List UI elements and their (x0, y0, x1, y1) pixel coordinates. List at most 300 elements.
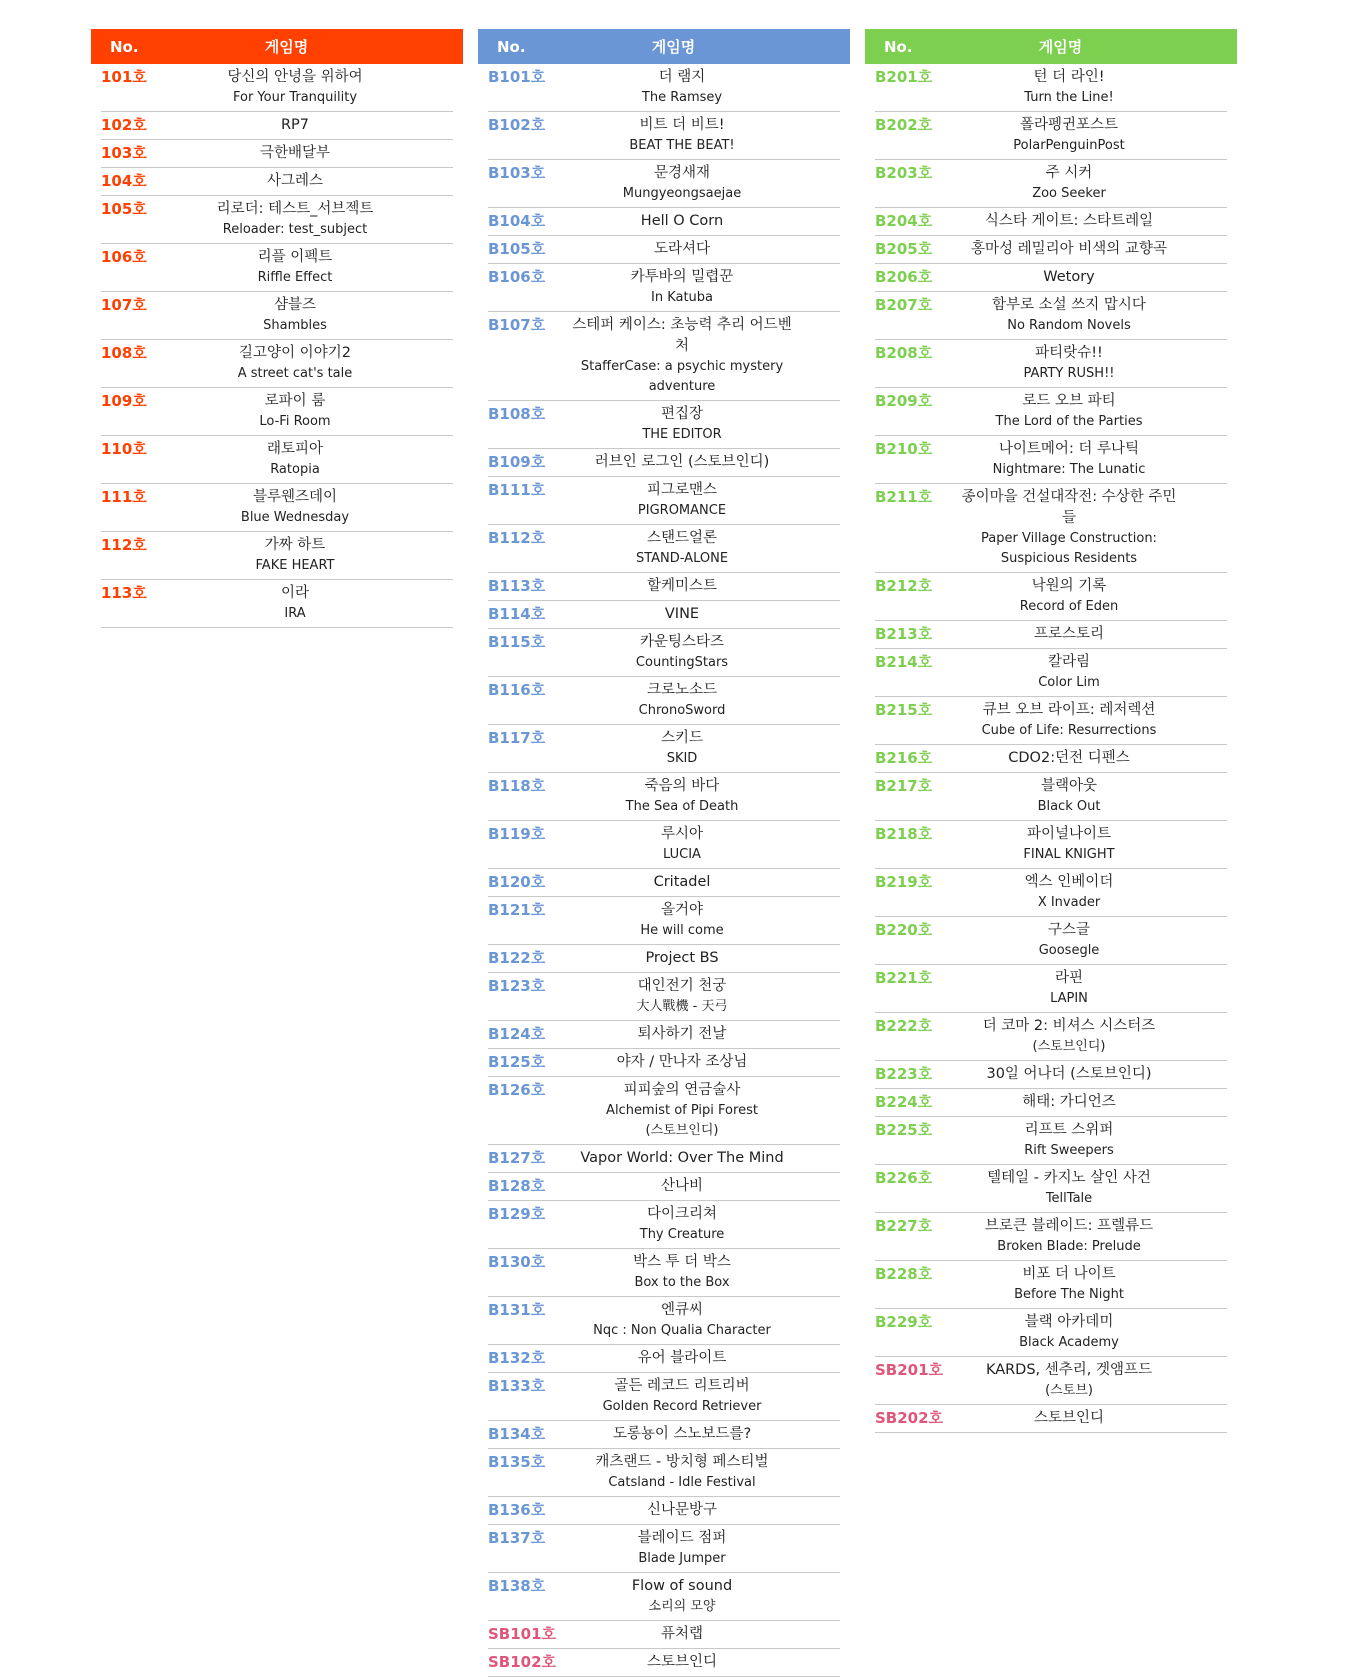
game-title-korean: 블랙 아카데미 (1024, 1314, 1114, 1330)
room-number: B216호 (875, 749, 933, 767)
game-title (955, 576, 1227, 617)
table-row (488, 1173, 840, 1201)
table-row (488, 573, 840, 601)
game-title-english: (스토브) (1045, 1383, 1093, 1398)
room-number: 108호 (101, 344, 147, 362)
game-title (568, 315, 840, 397)
table-row (875, 1405, 1227, 1433)
game-title-english: The Sea of Death (625, 799, 739, 814)
game-title-english: A street cat's tale (237, 366, 353, 381)
game-title-english: PIGROMANCE (637, 503, 727, 518)
game-title-korean: 극한배달부 (259, 145, 331, 161)
room-number: B220호 (875, 921, 933, 939)
room-number: B227호 (875, 1217, 933, 1235)
room-number: B209호 (875, 392, 933, 410)
game-title-korean: 대인전기 천궁 (637, 978, 727, 994)
room-number: SB102호 (488, 1653, 557, 1671)
game-title-english: Catsland - Idle Festival (608, 1475, 756, 1490)
game-title (568, 1148, 840, 1169)
game-title-english: 소리의 모양 (648, 1599, 716, 1614)
game-title-korean: 신나문방구 (646, 1502, 718, 1518)
game-title-english: TellTale (1045, 1191, 1093, 1206)
header-no: No. (497, 37, 526, 56)
table-row (488, 208, 840, 236)
game-title-english: Reloader: test_subject (222, 222, 368, 237)
table-row (488, 160, 840, 208)
game-title-korean: 유어 블라이트 (637, 1350, 727, 1366)
room-number: B117호 (488, 729, 546, 747)
game-title (568, 632, 840, 673)
game-title (955, 748, 1227, 769)
table-row (101, 112, 453, 140)
room-number: B128호 (488, 1177, 546, 1195)
table-row (488, 1421, 840, 1449)
table-row (488, 945, 840, 973)
table-row (875, 1309, 1227, 1357)
game-title-english: Nqc : Non Qualia Character (593, 1323, 771, 1338)
game-title-english: Zoo Seeker (1032, 186, 1106, 201)
game-title-english: Thy Creature (639, 1227, 725, 1242)
table-row (875, 573, 1227, 621)
room-number: B127호 (488, 1149, 546, 1167)
table-row (101, 244, 453, 292)
game-title-korean: 리프트 스위퍼 (1024, 1122, 1114, 1138)
game-title-korean: 파이널나이트 (1026, 826, 1112, 842)
game-title (955, 1264, 1227, 1305)
table-row (101, 436, 453, 484)
room-number: B116호 (488, 681, 546, 699)
game-title-korean: 턴 더 라인! (1033, 69, 1105, 85)
game-title (568, 1348, 840, 1369)
table-row (875, 340, 1227, 388)
room-number: B218호 (875, 825, 933, 843)
room-number: B138호 (488, 1577, 546, 1595)
game-title (181, 343, 453, 384)
game-title (568, 115, 840, 156)
game-title-korean: RP7 (280, 117, 310, 133)
game-title (568, 1300, 840, 1341)
table-row (101, 580, 453, 628)
room-number: B206호 (875, 268, 933, 286)
table-row (488, 1297, 840, 1345)
game-title-korean: 큐브 오브 라이프: 레저렉션 (982, 702, 1156, 718)
game-title-english: Nightmare: The Lunatic (992, 462, 1146, 477)
game-title-english: PolarPenguinPost (1013, 138, 1125, 153)
game-title (568, 452, 840, 473)
game-title-english: SKID (666, 751, 698, 766)
room-number: B113호 (488, 577, 546, 595)
game-title-korean: Vapor World: Over The Mind (580, 1150, 784, 1166)
game-title-english: Broken Blade: Prelude (997, 1239, 1141, 1254)
room-number: B224호 (875, 1093, 933, 1111)
room-number: B121호 (488, 901, 546, 919)
game-title-english: Record of Eden (1019, 599, 1119, 614)
table-row (875, 821, 1227, 869)
game-title-korean: 낙원의 기록 (1031, 578, 1107, 594)
table-row (488, 1449, 840, 1497)
game-title (955, 211, 1227, 232)
column-2 (478, 29, 850, 1677)
game-title-english: PARTY RUSH!! (1023, 366, 1115, 381)
table-row (101, 140, 453, 168)
game-title-korean: 이라 (280, 585, 309, 601)
game-title-english: LAPIN (1050, 991, 1088, 1006)
game-title (568, 976, 840, 1017)
game-title (955, 1360, 1227, 1401)
game-title-korean: 스탠드얼론 (646, 530, 718, 546)
game-title (955, 115, 1227, 156)
game-title-english: BEAT THE BEAT! (629, 138, 735, 153)
table-row (875, 1089, 1227, 1117)
game-title-korean: 사그레스 (266, 173, 324, 189)
table-row (488, 1249, 840, 1297)
column-2-header (478, 29, 850, 64)
table-row (875, 697, 1227, 745)
game-title-extra: Suspicious Residents (1000, 551, 1138, 566)
game-title (568, 776, 840, 817)
game-title (181, 247, 453, 288)
room-number: B212호 (875, 577, 933, 595)
game-title (181, 391, 453, 432)
game-title (955, 1312, 1227, 1353)
room-number: 112호 (101, 536, 147, 554)
game-title-korean: 종이마을 건설대작전: 수상한 주민들 (961, 489, 1177, 526)
table-row (875, 160, 1227, 208)
room-number: 102호 (101, 116, 147, 134)
game-title (568, 1204, 840, 1245)
game-title (181, 115, 453, 136)
room-number: B214호 (875, 653, 933, 671)
room-number: 106호 (101, 248, 147, 266)
room-number: B119호 (488, 825, 546, 843)
room-number: B204호 (875, 212, 933, 230)
game-title (568, 576, 840, 597)
game-title (568, 1452, 840, 1493)
room-number: B109호 (488, 453, 546, 471)
game-title-korean: 블루웬즈데이 (252, 489, 338, 505)
game-title-korean: Flow of sound (631, 1578, 733, 1594)
game-title (955, 391, 1227, 432)
column-1-rows (101, 64, 453, 628)
column-3 (865, 29, 1237, 1433)
game-title (568, 267, 840, 308)
game-title-english: CountingStars (635, 655, 729, 670)
game-title (568, 948, 840, 969)
game-title-english: FINAL KNIGHT (1023, 847, 1115, 862)
game-title-korean: 도롱뇽이 스노보드를? (612, 1426, 752, 1442)
game-title-korean: 브로큰 블레이드: 프렐류드 (984, 1218, 1154, 1234)
game-title-english: StafferCase: a psychic mystery adventure (580, 359, 784, 394)
game-title-english: Blade Jumper (638, 1551, 726, 1566)
game-title (568, 67, 840, 108)
table-row (101, 196, 453, 244)
game-title-korean: 스키드 (660, 730, 704, 746)
room-number: B129호 (488, 1205, 546, 1223)
room-number: B130호 (488, 1253, 546, 1271)
table-row (488, 236, 840, 264)
table-row (488, 1021, 840, 1049)
game-title-korean: 주 시커 (1045, 165, 1093, 181)
game-title-english: Paper Village Construction: (981, 531, 1157, 546)
column-3-rows (875, 64, 1227, 1433)
room-number: 109호 (101, 392, 147, 410)
game-title-korean: 다이크리쳐 (646, 1206, 718, 1222)
table-row (875, 869, 1227, 917)
table-row (488, 897, 840, 945)
table-row (875, 64, 1227, 112)
room-number: B104호 (488, 212, 546, 230)
table-row (101, 532, 453, 580)
game-title (955, 1216, 1227, 1257)
game-title-korean: 블랙아웃 (1040, 778, 1098, 794)
game-title (955, 824, 1227, 865)
table-row (488, 1573, 840, 1621)
room-number: SB201호 (875, 1361, 944, 1379)
room-number: B203호 (875, 164, 933, 182)
header-game-name: 게임명 (1038, 38, 1083, 56)
header-no: No. (110, 37, 139, 56)
game-title (568, 1624, 840, 1645)
table-row (875, 1061, 1227, 1089)
game-title-english: THE EDITOR (642, 427, 722, 442)
table-row (488, 1621, 840, 1649)
room-number: B211호 (875, 488, 933, 506)
game-title (955, 920, 1227, 961)
room-number: B103호 (488, 164, 546, 182)
table-row (875, 208, 1227, 236)
game-title (181, 535, 453, 576)
table-row (101, 168, 453, 196)
game-title-korean: KARDS, 센추리, 겟앰프드 (985, 1362, 1153, 1378)
game-title-korean: 홍마성 레밀리아 비색의 교향곡 (971, 241, 1167, 257)
table-row (875, 484, 1227, 573)
game-title (568, 239, 840, 260)
game-title-korean: 더 램지 (658, 69, 706, 85)
game-title (181, 295, 453, 336)
table-row (488, 401, 840, 449)
game-title-korean: 더 코마 2: 비셔스 시스터즈 (982, 1018, 1156, 1034)
game-title-english: No Random Novels (1007, 318, 1131, 333)
game-title-korean: 당신의 안녕을 위하여 (227, 69, 363, 85)
game-title (568, 211, 840, 232)
room-number: B124호 (488, 1025, 546, 1043)
room-number: B107호 (488, 316, 546, 334)
game-title-korean: Wetory (1043, 269, 1095, 285)
game-title (568, 1424, 840, 1445)
table-row (875, 621, 1227, 649)
game-title (181, 199, 453, 240)
game-title (568, 1576, 840, 1617)
room-number: B210호 (875, 440, 933, 458)
game-title-korean: Critadel (653, 874, 711, 890)
game-title-english: Mungyeongsaejae (622, 186, 742, 201)
game-title-english: Box to the Box (634, 1275, 730, 1290)
room-number: B207호 (875, 296, 933, 314)
game-title-english: The Lord of the Parties (995, 414, 1143, 429)
table-row (875, 649, 1227, 697)
table-row (488, 264, 840, 312)
game-title-korean: 식스타 게이트: 스타트레일 (984, 213, 1154, 229)
room-number: B213호 (875, 625, 933, 643)
game-title-english: FAKE HEART (255, 558, 335, 573)
table-row (488, 1525, 840, 1573)
game-title (568, 872, 840, 893)
room-number: B217호 (875, 777, 933, 795)
game-title-english: Riffle Effect (257, 270, 333, 285)
game-title-korean: 편집장 (660, 406, 704, 422)
room-number: B106호 (488, 268, 546, 286)
table-row (875, 1213, 1227, 1261)
game-title-english: Blue Wednesday (240, 510, 350, 525)
table-row (875, 236, 1227, 264)
table-row (488, 477, 840, 525)
game-title (568, 1500, 840, 1521)
room-number: B223호 (875, 1065, 933, 1083)
game-title-korean: 30일 어나더 (스토브인디) (986, 1066, 1152, 1082)
table-row (488, 312, 840, 401)
game-title-korean: Project BS (645, 950, 719, 966)
table-row (875, 1357, 1227, 1405)
game-title-korean: Hell O Corn (640, 213, 724, 229)
game-title-korean: 나이트메어: 더 루나틱 (998, 441, 1140, 457)
room-number: B226호 (875, 1169, 933, 1187)
table-row (101, 388, 453, 436)
header-no: No. (884, 37, 913, 56)
room-number: 113호 (101, 584, 147, 602)
game-title-korean: 길고양이 이야기2 (239, 345, 351, 361)
game-title-korean: 라핀 (1054, 970, 1083, 986)
room-number: B134호 (488, 1425, 546, 1443)
table-row (488, 1345, 840, 1373)
game-title-korean: 골든 레코드 리트리버 (614, 1378, 750, 1394)
table-row (101, 64, 453, 112)
table-row (101, 340, 453, 388)
room-number: B112호 (488, 529, 546, 547)
game-title-korean: 구스글 (1047, 922, 1091, 938)
table-row (875, 112, 1227, 160)
room-number: B201호 (875, 68, 933, 86)
room-number: B215호 (875, 701, 933, 719)
game-title (955, 776, 1227, 817)
table-row (875, 1165, 1227, 1213)
table-row (875, 773, 1227, 821)
table-row (875, 264, 1227, 292)
table-row (488, 1077, 840, 1145)
game-title-english: (스토브인디) (1032, 1039, 1106, 1054)
game-title (181, 67, 453, 108)
game-title-korean: 래토피아 (266, 441, 324, 457)
room-number: B229호 (875, 1313, 933, 1331)
header-game-name: 게임명 (651, 38, 696, 56)
game-title (955, 872, 1227, 913)
game-title-korean: 도라셔다 (653, 241, 711, 257)
game-title (955, 67, 1227, 108)
table-row (488, 1145, 840, 1173)
game-title-english: Black Out (1037, 799, 1101, 814)
game-title-korean: 문경새재 (653, 165, 711, 181)
table-row (488, 677, 840, 725)
game-title (568, 1052, 840, 1073)
table-row (488, 525, 840, 573)
table-row (488, 1373, 840, 1421)
game-title (568, 824, 840, 865)
game-title-english: LUCIA (663, 847, 701, 862)
game-title (955, 1408, 1227, 1429)
game-title-korean: 산나비 (660, 1178, 704, 1194)
game-title (568, 900, 840, 941)
room-number: B219호 (875, 873, 933, 891)
game-title (568, 1252, 840, 1293)
game-title (568, 1024, 840, 1045)
table-row (488, 725, 840, 773)
game-title-korean: 스토브인디 (646, 1654, 718, 1670)
game-title-korean: 비트 더 비트! (639, 117, 725, 133)
header-game-name: 게임명 (264, 38, 309, 56)
game-title-korean: CDO2:던전 디펜스 (1008, 750, 1130, 766)
room-number: 110호 (101, 440, 147, 458)
game-title (568, 480, 840, 521)
game-title-korean: 퇴사하기 전날 (637, 1026, 727, 1042)
game-title-english: Ratopia (270, 462, 320, 477)
game-title-korean: 블레이드 점퍼 (637, 1530, 727, 1546)
game-title (568, 404, 840, 445)
game-title (955, 700, 1227, 741)
room-number: 101호 (101, 68, 147, 86)
room-number: 105호 (101, 200, 147, 218)
room-number: B125호 (488, 1053, 546, 1071)
game-title (955, 487, 1227, 569)
game-title-english: Before The Night (1014, 1287, 1124, 1302)
game-title-english: Turn the Line! (1024, 90, 1114, 105)
room-number: 103호 (101, 144, 147, 162)
table-row (875, 436, 1227, 484)
room-number: B208호 (875, 344, 933, 362)
game-title (568, 163, 840, 204)
game-title-korean: 리플 이펙트 (257, 249, 333, 265)
game-title-extra: (스토브인디) (645, 1123, 719, 1138)
game-title (181, 583, 453, 624)
table-row (488, 1201, 840, 1249)
game-title (181, 487, 453, 528)
game-title (568, 728, 840, 769)
table-row (101, 484, 453, 532)
game-title-korean: 샴블즈 (273, 297, 317, 313)
game-title-english: The Ramsey (641, 90, 723, 105)
game-title (568, 604, 840, 625)
room-number: B222호 (875, 1017, 933, 1035)
game-title-korean: 폴라펭귄포스트 (1019, 117, 1119, 133)
game-title-korean: 올거야 (660, 902, 704, 918)
game-title-korean: 파티랏슈!! (1035, 345, 1103, 361)
game-title (955, 295, 1227, 336)
table-row (488, 1497, 840, 1525)
room-number: B133호 (488, 1377, 546, 1395)
game-title-english: For Your Tranquility (232, 90, 358, 105)
game-title-korean: 카투바의 밀렵꾼 (630, 269, 734, 285)
room-number: B105호 (488, 240, 546, 258)
game-title-english: Black Academy (1019, 1335, 1119, 1350)
game-title (955, 1168, 1227, 1209)
room-number: B221호 (875, 969, 933, 987)
game-title-korean: 카운팅스타즈 (639, 634, 725, 650)
table-row (875, 1013, 1227, 1061)
room-number: B228호 (875, 1265, 933, 1283)
game-title (955, 1016, 1227, 1057)
game-title-korean: 비포 더 나이트 (1022, 1266, 1116, 1282)
room-number: B120호 (488, 873, 546, 891)
game-title-korean: 박스 투 더 박스 (633, 1254, 731, 1270)
game-title (955, 1092, 1227, 1113)
